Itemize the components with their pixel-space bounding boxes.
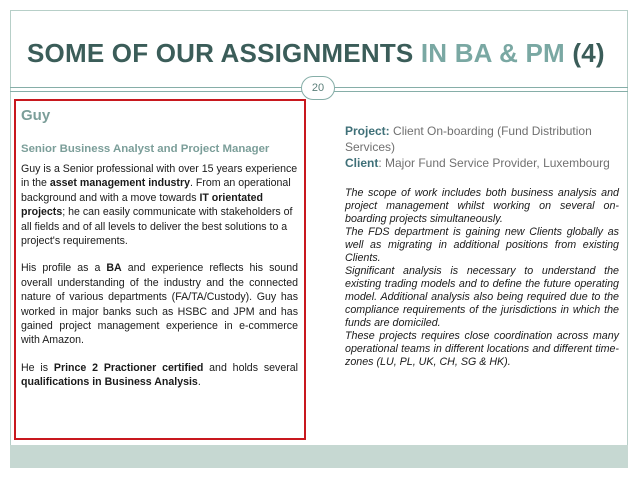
project-description: [345, 187, 619, 369]
slide-title: [27, 38, 605, 69]
p3-text-b: and holds several: [203, 361, 298, 374]
project-value: Client On-boarding (Fund Distribution Services): [345, 124, 592, 154]
p3-text-c: .: [197, 376, 201, 389]
profile-paragraph-2: [21, 261, 298, 347]
page-number: 20: [301, 76, 335, 100]
p2-text-a: His profile as a: [21, 262, 107, 275]
p1-highlight-a: asset management industry: [49, 177, 190, 190]
title-part-2: IN BA & PM: [420, 38, 565, 68]
description-scope: The scope of work includes both business analysis and project management whilst working on several on-boarding projects simultaneously.: [345, 187, 619, 225]
p1-highlight-b: IT orientated projects: [21, 191, 264, 219]
description-coordination: These projects requires close coordination across many operational teams in different locations and different time-zones (LU, PL, UK, CH, SG & HK).: [345, 330, 619, 368]
description-analysis: Significant analysis is necessary to understand the existing trading models and to define the future operating model. Additional analysis also being required due to the compliance requirements of the jurisdictions in which the funds are domiciled.: [345, 265, 619, 329]
p3-highlight-a: Prince 2 Practioner certified: [53, 361, 204, 374]
profile-paragraph-3: [21, 361, 298, 390]
title-part-1: SOME OF OUR ASSIGNMENTS: [27, 38, 414, 68]
profile-box: [14, 99, 306, 440]
profile-paragraph-1: [21, 162, 298, 248]
description-fds: The FDS department is gaining new Clients globally as well as migrating in additional positions from existing Clients.: [345, 226, 619, 264]
client-value: : Major Fund Service Provider, Luxembourg: [378, 156, 610, 170]
p2-highlight: BA: [106, 262, 122, 275]
project-label: Project:: [345, 124, 390, 138]
project-line: [345, 123, 619, 155]
title-part-3: (4): [572, 38, 605, 68]
client-label: Client: [345, 156, 379, 170]
project-panel: [345, 123, 619, 369]
p1-text-a: Guy is a Senior professional with over 15 years experience in the: [21, 163, 298, 190]
p1-text-b: . From an operational background and with a move towards: [21, 177, 291, 204]
profile-role: Senior Business Analyst and Project Manager: [21, 143, 270, 155]
client-line: [345, 155, 619, 171]
p1-text-c: ; he can easily communicate with stakeholders of all fields and of all levels to deliver the best solutions to a project's requirements.: [21, 206, 293, 248]
p2-text-b: and experience reflects his sound overall understanding of the industry and the connected nature of various departments (FA/TA/Custody). Guy has worked in major banks such as HSBC and JPM and has gained project management experience in e-commerce with Amazon.: [21, 262, 298, 347]
footer-bar: [10, 445, 628, 468]
p3-highlight-b: qualifications in Business Analysis: [21, 376, 198, 389]
profile-name: Guy: [21, 107, 51, 124]
p3-text-a: He is: [21, 361, 54, 374]
